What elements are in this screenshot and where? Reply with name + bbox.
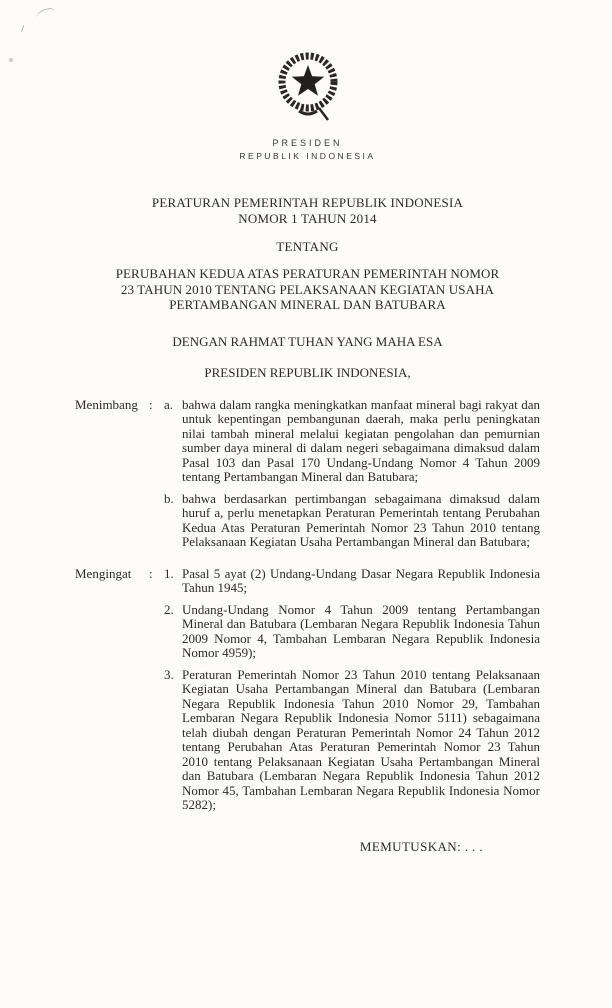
item-text: bahwa berdasarkan pertimbangan sebagaimana dimaksud dalam huruf a, perlu menetapkan Peraturan Pemerintah tentang Perubahan Kedua Atas Peraturan Pemerintah Nomor 23 Tahun 2010 tentang Pelaksanaan Kegiatan Usaha Pertambangan Mineral dan Batubara;: [182, 490, 540, 549]
legal-basis-label: Mengingat: [75, 565, 132, 581]
considerations-section: [75, 398, 540, 550]
legal-basis-item-2: [164, 603, 540, 661]
subject-title: PERUBAHAN KEDUA ATAS PERATURAN PEMERINTAH NOMOR 23 TAHUN 2010 TENTANG PELAKSANAAN KEGIATAN USAHA PERTAMBANGAN MINERAL DAN BATUBARA: [115, 266, 500, 312]
tentang-label: TENTANG: [276, 239, 339, 254]
item-marker: b.: [164, 490, 174, 506]
scan-artifact: [21, 25, 31, 34]
title-line-2: NOMOR 1 TAHUN 2014: [238, 210, 377, 226]
scan-artifact: [35, 7, 57, 23]
considerations-colon: :: [149, 396, 153, 412]
letterhead: [75, 138, 540, 161]
item-text: Undang-Undang Nomor 4 Tahun 2009 tentang Pertambangan Mineral dan Batubara (Lembaran Negara Republik Indonesia Tahun 2009 Nomor 4, Tambahan Lembaran Negara Republik Indonesia Nomor 4959);: [182, 601, 540, 660]
scan-artifact: [9, 58, 13, 62]
title-line-1: PERATURAN PEMERINTAH REPUBLIK INDONESIA: [151, 195, 464, 210]
letterhead-republik-indonesia: REPUBLIK INDONESIA: [239, 151, 376, 161]
legal-basis-colon: :: [149, 565, 153, 581]
letterhead-presiden: PRESIDEN: [272, 138, 343, 148]
grace-line: DENGAN RAHMAT TUHAN YANG MAHA ESA: [172, 333, 443, 349]
item-marker: a.: [164, 396, 174, 412]
authority-line: PRESIDEN REPUBLIK INDONESIA,: [204, 364, 411, 380]
item-marker: 3.: [164, 666, 174, 682]
item-text: Peraturan Pemerintah Nomor 23 Tahun 2010 tentang Pelaksanaan Kegiatan Usaha Pertambangan Mineral dan Batubara (Lembaran Negara Republik Indonesia Tahun 2010 Nomor 29, Tambahan Lembaran Negara Republik Indonesia Nomor 5111) sebagaimana telah diubah dengan Peraturan Pemerintah Nomor 24 Tahun 2012 tentang Perubahan Atas Peraturan Pemerintah Nomor 23 Tahun 2010 tentang Pelaksanaan Kegiatan Usaha Pertambangan Mineral dan Batubara (Lembaran Negara Republik Indonesia Tahun 2012 Nomor 45, Tambahan Lembaran Negara Republik Indonesia Nomor 5282);: [182, 666, 540, 812]
legal-basis-item-1: [164, 567, 540, 596]
item-marker: 1.: [164, 565, 174, 581]
item-text: bahwa dalam rangka meningkatkan manfaat mineral bagi rakyat dan untuk kepentingan pembangunan daerah, maka perlu peningkatan nilai tambah mineral melalui kegiatan pengolahan dan pemurnian sumber daya mineral di dalam negeri sebagaimana dimaksud dalam Pasal 103 dan Pasal 170 Undang-Undang Nomor 4 Tahun 2009 tentang Pertambangan Mineral dan Batubara;: [182, 396, 540, 484]
item-marker: 2.: [164, 601, 174, 617]
memutuskan-line: MEMUTUSKAN: . . .: [359, 838, 483, 854]
legal-basis-section: [75, 567, 540, 813]
consideration-item-b: [164, 492, 540, 550]
considerations-items: [164, 398, 540, 550]
legal-basis-items: [164, 567, 540, 813]
presidential-seal-icon: [75, 44, 540, 133]
consideration-item-a: [164, 398, 540, 485]
item-text: Pasal 5 ayat (2) Undang-Undang Dasar Negara Republik Indonesia Tahun 1945;: [182, 565, 540, 595]
document-title: [75, 195, 540, 226]
legal-basis-item-3: [164, 668, 540, 813]
considerations-label: Menimbang: [75, 396, 138, 412]
